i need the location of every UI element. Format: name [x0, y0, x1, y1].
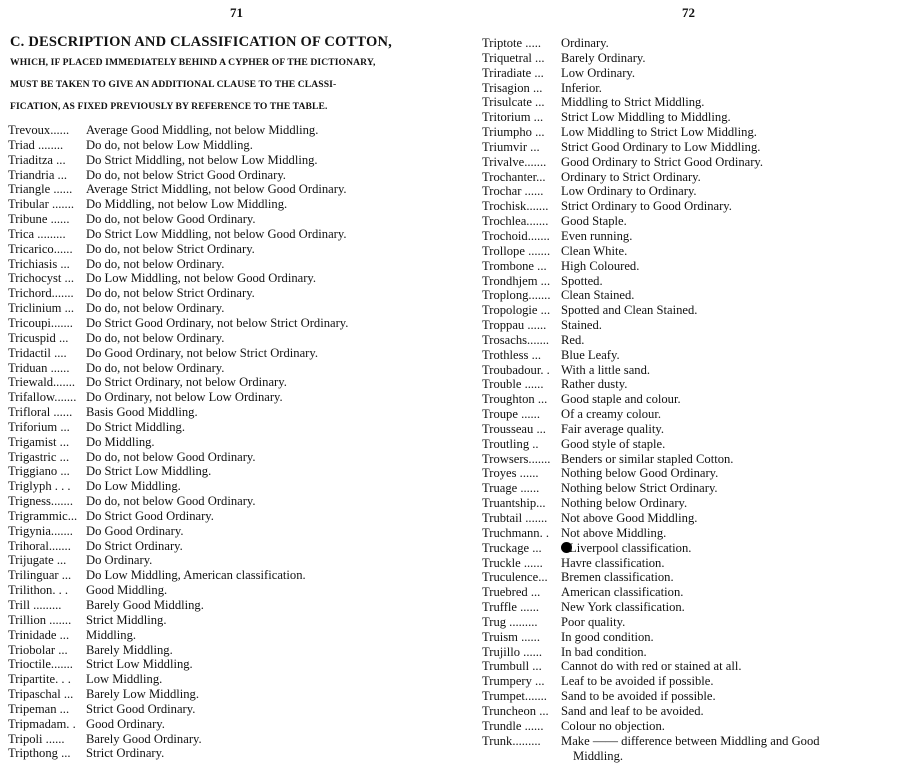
- entry-term: Trifloral ......: [8, 405, 73, 420]
- entry-row: [455, 362, 651, 378]
- entry-description: Nothing below Strict Ordinary.: [561, 481, 718, 496]
- entry-term: Triptote .....: [482, 36, 542, 50]
- entry-row: [455, 733, 820, 749]
- entry-description: Average Good Middling, not below Middling.: [86, 123, 319, 137]
- entry-row: [455, 125, 757, 140]
- entry-row: [0, 167, 286, 183]
- entry-term: Troplong.......: [482, 288, 551, 303]
- entry-row: [0, 612, 167, 628]
- entry-term: Trifallow.......: [8, 390, 77, 405]
- entry-description: Nothing below Good Ordinary.: [561, 466, 719, 481]
- entry-row: [455, 36, 609, 51]
- entry-row: [0, 315, 349, 331]
- entry-description: Clean White.: [561, 243, 628, 258]
- entry-term: Trochoid.......: [482, 228, 550, 243]
- entry-description: Strict Good Ordinary.: [86, 701, 196, 716]
- entry-description: Do do, not below Strict Ordinary.: [86, 286, 255, 301]
- entry-term: Trijugate ...: [8, 553, 67, 568]
- entry-description: Spotted.: [561, 273, 603, 288]
- page-number: 71: [230, 5, 243, 20]
- entry-term: Trevoux......: [8, 123, 70, 137]
- entry-term: Truchmann. .: [482, 525, 550, 540]
- entry-term: Trioctile.......: [8, 657, 73, 672]
- entry-term: Trumpery ...: [482, 674, 545, 689]
- entry-row: [455, 496, 688, 511]
- entry-term: Trisulcate ...: [482, 95, 545, 110]
- entry-term: Troubadour. .: [482, 362, 550, 377]
- entry-term: Trundle ......: [482, 718, 544, 733]
- entry-description: Blue Leafy.: [561, 347, 620, 362]
- entry-row: [455, 481, 718, 496]
- entry-description: Strict Ordinary.: [86, 746, 165, 761]
- entry-term: Tricarico......: [8, 241, 73, 256]
- entry-term: Trica .........: [8, 226, 66, 241]
- entry-description: Sand and leaf to be avoided.: [561, 703, 704, 718]
- entry-row: [455, 377, 628, 392]
- entry-row: [0, 598, 204, 613]
- entry-row: [0, 553, 153, 568]
- entry-row: [455, 288, 635, 303]
- entry-row: [0, 434, 155, 450]
- entry-term: Troutling ..: [482, 436, 539, 451]
- entry-description: Do Good Ordinary.: [86, 523, 184, 538]
- entry-term: Tripmadam. .: [8, 716, 76, 731]
- entry-description: Barely Low Middling.: [86, 687, 199, 702]
- entry-row: [455, 228, 633, 244]
- entry-description: Do do, not below Ordinary.: [86, 360, 225, 375]
- entry-term: Tripthong ...: [8, 746, 71, 761]
- entry-term: Trosachs.......: [482, 332, 550, 347]
- entry-row: [455, 703, 704, 719]
- entry-row: [455, 258, 640, 274]
- entry-term: Tripeman ...: [8, 701, 70, 716]
- entry-row: [455, 718, 665, 734]
- entry-term: Truculence...: [482, 570, 548, 585]
- entry-description: Barely Ordinary.: [561, 50, 646, 65]
- entry-term: Trochanter...: [482, 169, 546, 184]
- entry-term: Triobolar ...: [8, 642, 68, 657]
- entry-description: Do do, not below Ordinary.: [86, 301, 225, 316]
- left-page: [0, 0, 445, 775]
- entry-description: Middling.: [573, 748, 624, 763]
- entry-row: [455, 421, 665, 437]
- entry-row: [0, 672, 163, 687]
- entry-term: Trumpet.......: [482, 689, 547, 704]
- entry-row: [0, 152, 318, 168]
- entry-description: Do Low Middling, not below Good Ordinary.: [86, 271, 317, 286]
- entry-term: Truncheon ...: [482, 703, 549, 718]
- entry-description: Do do, not below Low Middling.: [86, 137, 253, 152]
- entry-term: Trouble ......: [482, 377, 544, 392]
- entry-row: [455, 614, 626, 630]
- entry-description: Good staple and colour.: [561, 392, 681, 407]
- entry-term: Trowsers.......: [482, 451, 551, 466]
- entry-term: Tripartite. . .: [8, 672, 71, 687]
- entry-row: [0, 657, 193, 672]
- entry-row: [0, 716, 165, 732]
- entry-term: Trivalve.......: [482, 154, 547, 169]
- page-number: 72: [682, 5, 695, 20]
- entry-row: [455, 555, 665, 571]
- entry-row: [0, 538, 183, 554]
- entry-term: Triaditza ...: [8, 152, 66, 167]
- entry-description: [561, 541, 691, 556]
- entry-row: [455, 318, 602, 333]
- entry-term: Trochlea.......: [482, 214, 549, 229]
- entry-term: Triangle ......: [8, 182, 73, 197]
- entry-description: Good Ordinary to Strict Good Ordinary.: [561, 154, 764, 169]
- entry-description: Middling to Strict Middling.: [561, 95, 705, 110]
- entry-row: [455, 511, 698, 526]
- entry-term: Trigrammic...: [8, 508, 78, 523]
- entry-description: Good Staple.: [561, 214, 627, 229]
- entry-term: Trichord.......: [8, 286, 74, 301]
- entry-row: [455, 184, 697, 199]
- entry-description: Do Ordinary.: [86, 553, 153, 568]
- entry-term: Tribular .......: [8, 197, 75, 212]
- section-heading: C. DESCRIPTION AND CLASSIFICATION OF COTTON,: [10, 34, 392, 50]
- entry-term: Tritorium ...: [482, 110, 544, 125]
- entry-term: Trinidade ...: [8, 627, 70, 642]
- entry-description: Rather dusty.: [561, 377, 628, 392]
- entry-term: Triggiano ...: [8, 464, 70, 479]
- entry-term: Trihoral.......: [8, 538, 71, 553]
- entry-term: Triclinium ...: [8, 301, 75, 316]
- entry-row: [0, 123, 319, 138]
- entry-term: Tripoli ......: [8, 731, 65, 746]
- entry-description: Do Strict Middling.: [86, 419, 186, 434]
- entry-term: Tripaschal ...: [8, 687, 74, 702]
- entry-term: Trochar ......: [482, 184, 544, 199]
- entry-term: Trichiasis ...: [8, 256, 70, 271]
- entry-term: Truantship...: [482, 496, 546, 511]
- entry-description: Ordinary.: [561, 36, 609, 50]
- entry-row: [0, 360, 225, 376]
- entry-term: Troppau ......: [482, 318, 547, 333]
- entry-term: Truage ......: [482, 481, 540, 496]
- entry-description: Good Ordinary.: [86, 716, 165, 731]
- entry-row: [455, 436, 666, 452]
- entry-description: Low Ordinary to Ordinary.: [561, 184, 697, 199]
- entry-row: [455, 243, 628, 259]
- entry-description: Low Ordinary.: [561, 65, 636, 80]
- subheading-line: FICATION, AS FIXED PREVIOUSLY BY REFERENCE TO THE TABLE.: [10, 101, 328, 112]
- entry-row: [455, 674, 714, 689]
- entry-row: [0, 746, 165, 761]
- entry-row: [0, 523, 184, 539]
- entry-description: Good style of staple.: [561, 436, 666, 451]
- right-entry-list: [455, 36, 820, 763]
- entry-row: [455, 50, 646, 66]
- entry-description: Do Strict Good Ordinary, not below Strict Ordinary.: [86, 315, 349, 330]
- entry-term: Triumvir ...: [482, 139, 540, 154]
- entry-row: [0, 687, 199, 702]
- entry-description: American classification.: [561, 585, 684, 600]
- entry-term: Triduan ......: [8, 360, 70, 375]
- entry-term: Tridactil ....: [8, 345, 67, 360]
- entry-term: Tricuspid ...: [8, 330, 69, 345]
- entry-description: Do Strict Middling, not below Low Middling.: [86, 152, 318, 167]
- entry-description: New York classification.: [561, 600, 685, 615]
- entry-term: Truebred ...: [482, 585, 541, 600]
- entry-row: [455, 585, 684, 600]
- entry-row: [0, 494, 256, 509]
- entry-description: Strict Low Middling to Middling.: [561, 110, 731, 125]
- entry-row: [0, 508, 214, 524]
- entry-row: [0, 197, 288, 212]
- entry-description: Cannot do with red or stained at all.: [561, 659, 742, 674]
- entry-description: Do Strict Low Middling.: [86, 464, 212, 479]
- entry-description: Do do, not below Ordinary.: [86, 330, 225, 345]
- entry-row: [455, 199, 732, 214]
- entry-description: Do do, not below Ordinary.: [86, 256, 225, 271]
- entry-term: Trombone ...: [482, 258, 547, 273]
- entry-row: [0, 731, 202, 747]
- entry-row: [455, 169, 701, 185]
- entry-row: [455, 95, 705, 110]
- entry-description: Do Low Middling.: [86, 479, 181, 494]
- entry-description: Do Low Middling, American classification.: [86, 568, 306, 583]
- entry-description: Not above Good Middling.: [561, 511, 698, 525]
- entry-description: Do Ordinary, not below Low Ordinary.: [86, 390, 283, 405]
- entry-description: In bad condition.: [561, 644, 647, 659]
- left-entry-list: [0, 123, 349, 761]
- entry-row: [455, 332, 585, 348]
- entry-description: Colour no objection.: [561, 718, 665, 733]
- entry-description: In good condition.: [561, 629, 654, 644]
- entry-description: Do do, not below Good Ordinary.: [86, 449, 256, 464]
- entry-row: [455, 65, 636, 81]
- entry-term: Trothless ...: [482, 347, 542, 362]
- entry-term: Triquetral ...: [482, 50, 545, 65]
- entry-description: Do Middling, not below Low Middling.: [86, 197, 288, 212]
- entry-term: Triad ........: [8, 137, 64, 152]
- entry-row: [455, 570, 674, 585]
- entry-row: [455, 525, 667, 541]
- entry-term: Trousseau ...: [482, 421, 546, 436]
- entry-description: Average Strict Middling, not below Good Ordinary.: [86, 182, 347, 197]
- entry-description: Benders or similar stapled Cotton.: [561, 451, 734, 466]
- entry-row: [455, 303, 698, 318]
- entry-term: Triglyph . . .: [8, 479, 71, 494]
- entry-description: Strict Ordinary to Good Ordinary.: [561, 199, 732, 214]
- subheading-line: MUST BE TAKEN TO GIVE AN ADDITIONAL CLAUSE TO THE CLASSI-: [10, 79, 337, 90]
- entry-description: Not above Middling.: [561, 525, 667, 540]
- entry-term: Trug .........: [482, 614, 538, 629]
- entry-description: Make —— difference between Middling and Good: [561, 733, 820, 748]
- entry-row: [455, 392, 681, 407]
- entry-description: Barely Good Middling.: [86, 598, 204, 612]
- entry-description: Middling.: [86, 627, 137, 642]
- entry-row: [455, 644, 647, 660]
- entry-row: [0, 479, 181, 494]
- entry-description: High Coloured.: [561, 258, 640, 273]
- entry-description: Do Strict Good Ordinary.: [86, 508, 214, 523]
- entry-term: Tribune ......: [8, 212, 70, 227]
- entry-description: Do Middling.: [86, 434, 155, 449]
- entry-description: Low Middling to Strict Low Middling.: [561, 125, 757, 140]
- entry-row: [455, 540, 692, 556]
- entry-row: [0, 345, 319, 361]
- right-page: [455, 0, 900, 775]
- entry-term: Troughton ...: [482, 392, 548, 407]
- entry-term: Triumpho ...: [482, 125, 545, 140]
- entry-term: Trumbull ...: [482, 659, 542, 674]
- entry-term: Triforium ...: [8, 419, 70, 434]
- entry-row: [455, 629, 654, 645]
- entry-row: [0, 212, 256, 227]
- entry-description: Poor quality.: [561, 614, 626, 629]
- entry-row: [0, 405, 198, 420]
- entry-description: Leaf to be avoided if possible.: [561, 674, 714, 689]
- entry-row: [0, 286, 255, 301]
- entry-row: [455, 407, 662, 422]
- entry-row: [455, 80, 602, 96]
- subheading-line: WHICH, IF PLACED IMMEDIATELY BEHIND A CYPHER OF THE DICTIONARY,: [10, 57, 376, 68]
- entry-term: Tropologie ...: [482, 303, 551, 318]
- entry-term: Triewald.......: [8, 375, 76, 390]
- entry-description: Strict Middling.: [86, 612, 167, 627]
- entry-row: [0, 137, 253, 153]
- entry-term: Troyes ......: [482, 466, 539, 481]
- entry-row: [455, 154, 764, 170]
- entry-row: [0, 642, 173, 658]
- entry-row: [0, 464, 212, 479]
- entry-term: Truckage ...: [482, 540, 542, 555]
- entry-term: Trichocyst ...: [8, 271, 75, 286]
- entry-description: Do do, not below Good Ordinary.: [86, 494, 256, 509]
- entry-term: Trisagion ...: [482, 80, 543, 95]
- entry-row: [0, 390, 283, 405]
- entry-description: Bremen classification.: [561, 570, 674, 585]
- entry-term: Truffle ......: [482, 600, 540, 615]
- entry-term: Truism ......: [482, 629, 540, 644]
- entry-description: Inferior.: [561, 80, 602, 95]
- entry-row: [0, 583, 168, 598]
- entry-row: [455, 451, 734, 467]
- entry-row: [0, 226, 347, 242]
- entry-term: Trigness.......: [8, 494, 73, 509]
- entry-term: Trill .........: [8, 598, 62, 612]
- entry-description: Nothing below Ordinary.: [561, 496, 688, 511]
- entry-description: Do do, not below Good Ordinary.: [86, 212, 256, 227]
- entry-term: Triradiate ...: [482, 65, 544, 80]
- entry-row: [0, 449, 256, 465]
- entry-row: [0, 627, 137, 643]
- entry-term: Trochisk.......: [482, 199, 549, 214]
- entry-row: [0, 375, 287, 390]
- entry-description: Basis Good Middling.: [86, 405, 198, 420]
- entry-row: [0, 271, 317, 286]
- entry-row: [455, 214, 627, 229]
- entry-row: [0, 330, 225, 346]
- entry-term: Tricoupi.......: [8, 315, 73, 330]
- entry-term: Trigamist ...: [8, 434, 70, 449]
- entry-description: Do do, not below Strict Ordinary.: [86, 241, 255, 256]
- entry-row: [0, 241, 255, 257]
- entry-description: Low Middling.: [86, 672, 163, 687]
- entry-term: Troupe ......: [482, 407, 540, 422]
- entry-row: [455, 139, 761, 155]
- entry-description: Sand to be avoided if possible.: [561, 689, 716, 704]
- entry-description: Barely Good Ordinary.: [86, 731, 202, 746]
- entry-description: Do Good Ordinary, not below Strict Ordinary.: [86, 345, 319, 360]
- entry-description-text: Liverpool classification.: [569, 540, 692, 555]
- entry-term: Trollope .......: [482, 243, 551, 258]
- entry-description: Fair average quality.: [561, 421, 665, 436]
- entry-description: Strict Good Ordinary to Low Middling.: [561, 139, 761, 154]
- entry-description: Havre classification.: [561, 555, 665, 570]
- entry-term: Trigastric ...: [8, 449, 70, 464]
- entry-row: [455, 659, 742, 674]
- entry-row: [455, 748, 624, 764]
- entry-description: Ordinary to Strict Ordinary.: [561, 169, 701, 184]
- entry-description: Do do, not below Strict Good Ordinary.: [86, 167, 286, 182]
- entry-row: [0, 182, 347, 197]
- entry-description: Clean Stained.: [561, 288, 635, 303]
- entry-description: Red.: [561, 332, 585, 347]
- entry-description: With a little sand.: [561, 362, 651, 377]
- entry-term: Trunk.........: [482, 733, 541, 748]
- entry-description: Good Middling.: [86, 583, 168, 598]
- entry-row: [0, 419, 186, 435]
- entry-row: [455, 689, 716, 704]
- entry-row: [455, 110, 731, 125]
- entry-description: Barely Middling.: [86, 642, 173, 657]
- entry-term: Trubtail .......: [482, 511, 548, 525]
- entry-row: [455, 347, 620, 363]
- entry-description: Even running.: [561, 228, 633, 243]
- entry-description: Of a creamy colour.: [561, 407, 662, 422]
- section-subheading: [10, 52, 430, 118]
- entry-row: [455, 600, 685, 615]
- entry-term: Trilinguar ...: [8, 568, 72, 583]
- entry-description: Do Strict Ordinary, not below Ordinary.: [86, 375, 287, 390]
- entry-description: Strict Low Middling.: [86, 657, 193, 672]
- entry-term: Trilithon. . .: [8, 583, 69, 598]
- entry-row: [0, 301, 225, 316]
- entry-row: [0, 256, 225, 272]
- entry-row: [0, 568, 306, 583]
- entry-row: [0, 701, 196, 717]
- entry-term: Triandria ...: [8, 167, 68, 182]
- entry-description: Spotted and Clean Stained.: [561, 303, 698, 318]
- entry-term: Trondhjem ...: [482, 273, 551, 288]
- entry-term: Trujillo ......: [482, 644, 543, 659]
- entry-row: [455, 273, 603, 289]
- entry-description: Do Strict Low Middling, not below Good Ordinary.: [86, 226, 347, 241]
- entry-term: Truckle ......: [482, 555, 543, 570]
- entry-description: Stained.: [561, 318, 602, 333]
- entry-row: [455, 466, 719, 481]
- entry-description: Do Strict Ordinary.: [86, 538, 183, 553]
- entry-term: Trigynia.......: [8, 523, 73, 538]
- entry-term: Trillion .......: [8, 612, 72, 627]
